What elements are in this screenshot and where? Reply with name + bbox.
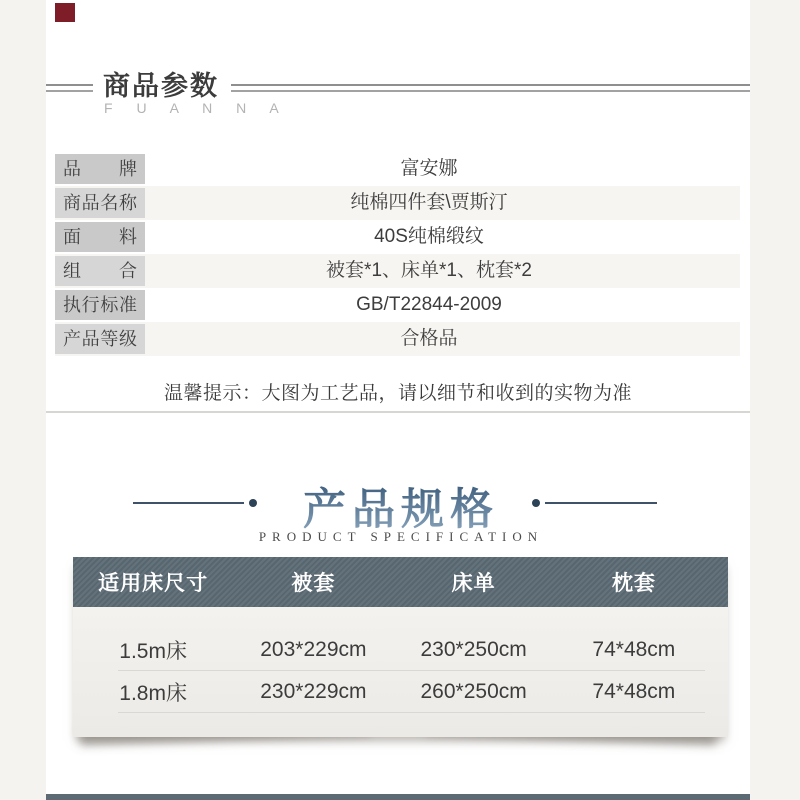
param-label: 商品名称 bbox=[55, 188, 145, 218]
deco-dot-right bbox=[532, 499, 540, 507]
param-value: GB/T22844-2009 bbox=[356, 294, 502, 315]
spec-cell: 203*229cm bbox=[260, 638, 367, 661]
title-rule-left bbox=[46, 84, 93, 92]
next-section-bar bbox=[46, 794, 750, 800]
spec-cell: 260*250cm bbox=[420, 680, 527, 703]
spec-cell: 74*48cm bbox=[592, 680, 676, 703]
red-marker bbox=[55, 3, 75, 22]
product-detail-card bbox=[46, 0, 750, 800]
spec-row-1-8m bbox=[73, 672, 728, 712]
param-row-brand bbox=[55, 152, 740, 186]
param-value: 40S纯棉缎纹 bbox=[374, 226, 484, 247]
param-value: 纯棉四件套\贾斯汀 bbox=[350, 192, 508, 213]
param-row-combination bbox=[55, 254, 740, 288]
spec-row-separator bbox=[118, 670, 705, 671]
notice-text: 温馨提示：大图为工艺品，请以细节和收到的实物为准 bbox=[163, 383, 632, 404]
param-row-fabric bbox=[55, 220, 740, 254]
spec-cell: 230*250cm bbox=[420, 638, 527, 661]
section-divider bbox=[46, 411, 750, 413]
spec-header-sheet: 床单 bbox=[451, 572, 496, 595]
param-value: 合格品 bbox=[400, 328, 458, 349]
spec-table bbox=[73, 557, 728, 737]
section2-title: 产品规格 bbox=[46, 476, 750, 537]
param-label: 面料 bbox=[55, 222, 145, 252]
spec-row-separator bbox=[118, 712, 705, 713]
spec-cell: 230*229cm bbox=[260, 680, 367, 703]
spec-cell: 1.5m床 bbox=[119, 640, 187, 663]
section1-title: 商品参数 bbox=[103, 71, 219, 101]
param-value: 被套*1、床单*1、枕套*2 bbox=[326, 260, 532, 281]
param-label: 组合 bbox=[55, 256, 145, 286]
spec-cell: 1.8m床 bbox=[119, 682, 187, 705]
param-row-product-name bbox=[55, 186, 740, 220]
param-row-standard bbox=[55, 288, 740, 322]
spec-cell: 74*48cm bbox=[592, 638, 676, 661]
deco-line-right bbox=[545, 502, 657, 504]
product-parameters-table bbox=[55, 152, 740, 356]
title-rule-right bbox=[231, 84, 750, 92]
param-row-grade bbox=[55, 322, 740, 356]
param-label: 执行标准 bbox=[55, 290, 145, 320]
spec-header-bed-size: 适用床尺寸 bbox=[98, 572, 209, 595]
param-value: 富安娜 bbox=[400, 158, 458, 179]
param-label: 品牌 bbox=[55, 154, 145, 184]
spec-header-pillowcase: 枕套 bbox=[611, 572, 656, 595]
spec-table-header bbox=[73, 557, 728, 607]
section2-subtitle: PRODUCT SPECIFICATION bbox=[258, 529, 544, 544]
section1-subtitle: F U A N N A bbox=[104, 100, 289, 116]
spec-row-1-5m bbox=[73, 630, 728, 670]
param-label: 产品等级 bbox=[55, 324, 145, 354]
spec-header-duvet-cover: 被套 bbox=[291, 572, 336, 595]
